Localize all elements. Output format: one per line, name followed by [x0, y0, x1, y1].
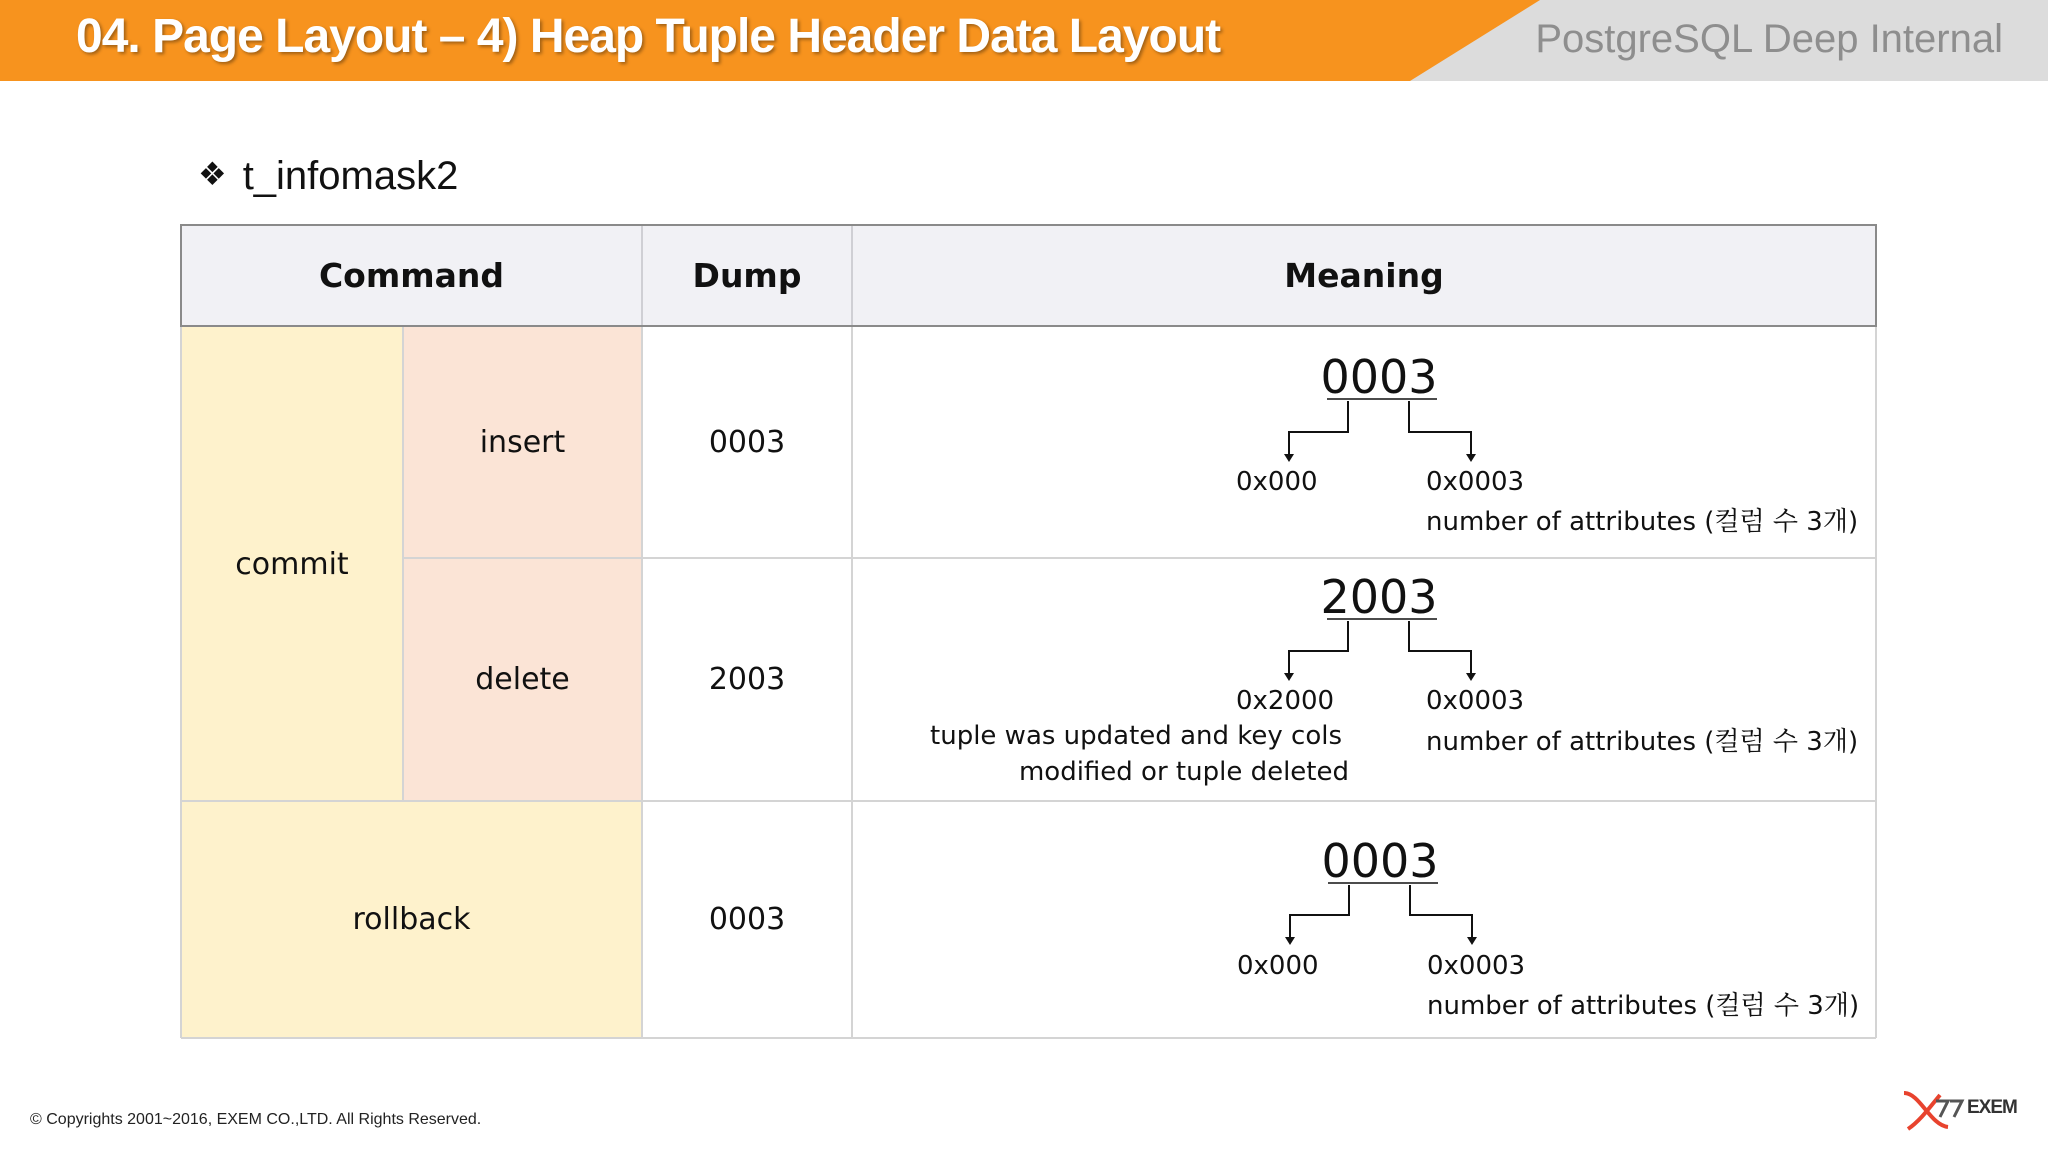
dump-insert: 0003 [642, 327, 852, 558]
left-code: 0x2000 [1236, 686, 1335, 716]
bit-split-diagram [852, 558, 1876, 801]
command-commit: commit [181, 327, 403, 801]
section-title: t_infomask2 [242, 154, 459, 198]
header-command: Command [181, 225, 642, 326]
section-heading [198, 154, 458, 199]
right-desc: number of attributes (컬럼 수 3개) [1426, 507, 1859, 537]
slide-header [0, 0, 2048, 81]
right-desc: number of attributes (컬럼 수 3개) [1427, 991, 1860, 1021]
logo-text: EXEM [1967, 1097, 2017, 1118]
header-meaning: Meaning [852, 225, 1876, 326]
meaning-delete [852, 558, 1876, 801]
right-code: 0x0003 [1426, 467, 1525, 497]
meaning-value: 0003 [1320, 350, 1438, 404]
meaning-value: 0003 [1321, 834, 1439, 888]
right-code: 0x0003 [1427, 951, 1526, 981]
copyright-text: © Copyrights 2001~2016, EXEM CO.,LTD. All Rights Reserved. [30, 1111, 482, 1128]
right-desc: number of attributes (컬럼 수 3개) [1426, 727, 1859, 757]
left-desc-line-2: modified or tuple deleted [1018, 757, 1349, 787]
slide-title: 04. Page Layout – 4) Heap Tuple Header Data Layout [76, 10, 1221, 63]
command-insert: insert [403, 327, 642, 558]
left-desc-line-1: tuple was updated and key cols [930, 721, 1342, 751]
header-dump: Dump [642, 225, 852, 326]
left-code: 0x000 [1237, 951, 1319, 981]
meaning-value: 2003 [1320, 570, 1438, 624]
dump-delete: 2003 [642, 558, 852, 801]
command-delete: delete [403, 558, 642, 801]
left-code: 0x000 [1236, 467, 1318, 497]
diamond-bullet-icon: ❖ [198, 156, 227, 192]
meaning-rollback [852, 801, 1876, 1038]
brand-title: PostgreSQL Deep Internal [1535, 17, 2003, 61]
right-code: 0x0003 [1426, 686, 1525, 716]
command-rollback: rollback [181, 801, 642, 1038]
meaning-insert [852, 327, 1876, 558]
dump-rollback: 0003 [642, 801, 852, 1038]
